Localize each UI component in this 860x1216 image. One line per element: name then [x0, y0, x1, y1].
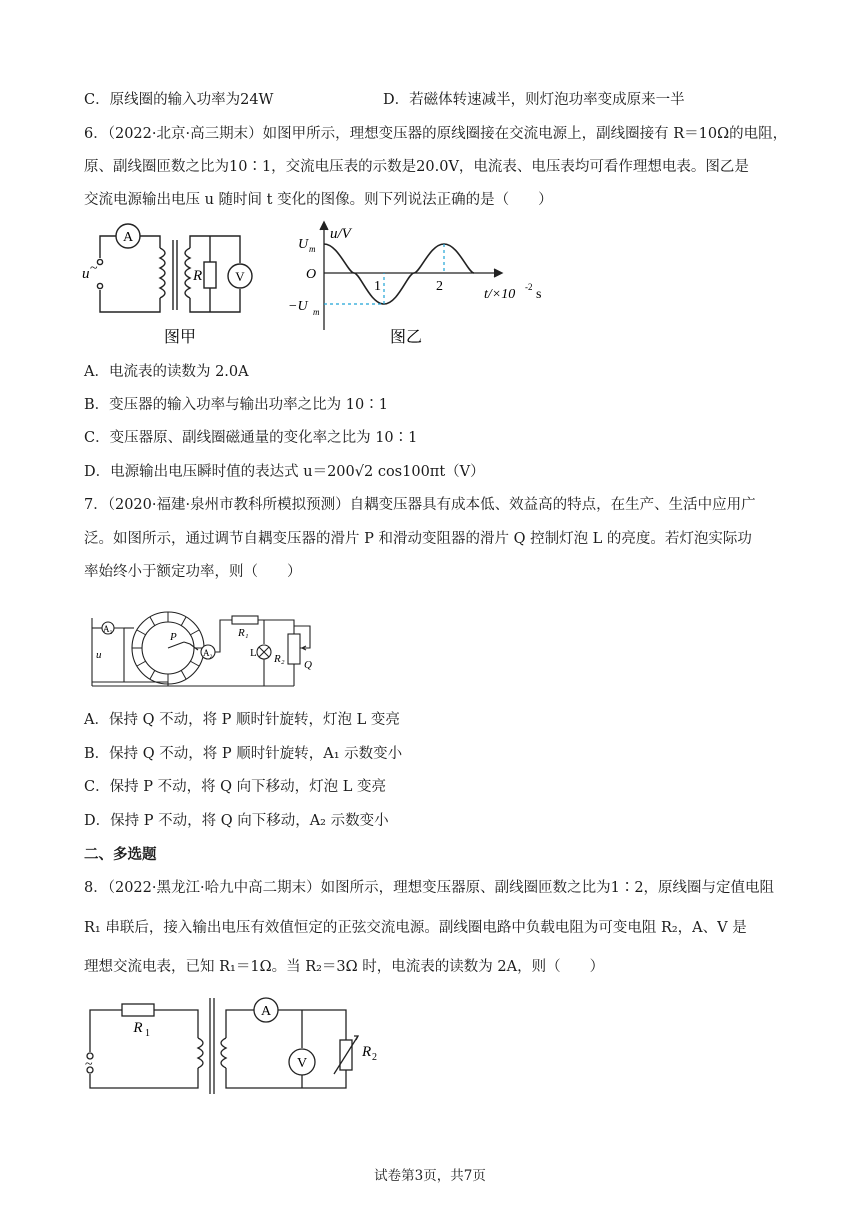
x-axis-label: t/×10 [484, 287, 516, 302]
r1-subscript: 1 [145, 1028, 150, 1039]
tick-1-label: 1 [374, 279, 381, 294]
q8-stem-line-1: 8．（2022·黑龙江·哈九中高二期末）如图所示，理想变压器原、副线圈匝数之比为1∶2，原线圈与定值电阻 [84, 880, 775, 896]
neg-um-subscript: m [313, 307, 320, 317]
q7-option-b: B．保持 Q 不动，将 P 顺时针旋转，A₁ 示数变小 [84, 746, 403, 762]
r1-label: R [133, 1020, 143, 1036]
q6-waveform-figure-b [286, 218, 566, 348]
origin-label: O [306, 267, 317, 282]
q6-stem-line-1: 6．（2022·北京·高三期末）如图甲所示，理想变压器的原线圈接在交流电源上，副线圈接有 R＝10Ω的电阻， [84, 126, 788, 142]
tick-2-label: 2 [436, 279, 443, 294]
um-subscript: m [309, 244, 316, 254]
q7-stem-line-3: 率始终小于额定功率，则（ ） [84, 564, 302, 580]
figure-b-caption: 图乙 [389, 329, 423, 346]
um-label: U [298, 237, 309, 252]
q5-option-d: D．若磁体转速减半，则灯泡功率变成原来一半 [383, 92, 685, 108]
ac-tilde: ~ [90, 261, 98, 276]
q5-option-c: C．原线圈的输入功率为24W [84, 92, 274, 108]
q8-stem-line-2: R₁ 串联后，接入输出电压有效值恒定的正弦交流电源。副线圈电路中负载电阻为可变电阻 R₂，A、V 是 [84, 920, 747, 936]
q6-option-a: A．电流表的读数为 2.0A [84, 364, 249, 380]
q6-option-b: B．变压器的输入功率与输出功率之比为 10∶1 [84, 397, 388, 413]
ac-source-tilde: ~ [85, 1057, 93, 1072]
resistor-label: R [193, 268, 203, 284]
q7-option-c: C．保持 P 不动，将 Q 向下移动，灯泡 L 变亮 [84, 779, 387, 795]
page-footer: 试卷第3页，共7页 [374, 1168, 486, 1184]
q8-circuit-figure [84, 990, 384, 1100]
r2-label: R₂ [274, 653, 285, 665]
source-label: u [82, 266, 90, 282]
x-axis-unit: s [536, 287, 542, 302]
a2-label: A₂ [203, 648, 213, 658]
q6-circuit-figure-a [80, 218, 280, 348]
y-axis-label: u/V [330, 226, 351, 242]
neg-um-label: −U [288, 299, 308, 314]
section-heading: 二、多选题 [84, 846, 157, 863]
ammeter-label: A [122, 230, 134, 245]
q7-option-a: A．保持 Q 不动，将 P 顺时针旋转，灯泡 L 变亮 [84, 712, 400, 728]
q-label: Q [304, 659, 312, 671]
q8-stem-line-3: 理想交流电表，已知 R₁＝1Ω。当 R₂＝3Ω 时，电流表的读数为 2A，则（ ） [84, 959, 605, 975]
q7-stem-line-2: 泛。如图所示，通过调节自耦变压器的滑片 P 和滑动变阻器的滑片 Q 控制灯泡 L 的亮度。若灯泡实际功 [84, 531, 752, 547]
q6-option-c: C．变压器原、副线圈磁通量的变化率之比为 10∶1 [84, 430, 418, 446]
voltmeter-label: V [296, 1056, 308, 1071]
r1-label: R₁ [238, 627, 249, 639]
ammeter-label: A [260, 1004, 272, 1019]
q6-stem-line-3: 交流电源输出电压 u 随时间 t 变化的图像。则下列说法正确的是（ ） [84, 192, 553, 208]
r2-subscript: 2 [372, 1052, 377, 1063]
p-label: P [170, 631, 177, 643]
a1-label: A₁ [103, 624, 113, 634]
figure-a-caption: 图甲 [163, 329, 197, 346]
lamp-label: L [250, 647, 257, 659]
x-axis-exponent: -2 [525, 282, 533, 292]
q7-option-d: D．保持 P 不动，将 Q 向下移动，A₂ 示数变小 [84, 813, 389, 829]
r2-label: R [362, 1044, 372, 1060]
q7-stem-line-1: 7．（2020·福建·泉州市教科所模拟预测）自耦变压器具有成本低、效益高的特点，在生产、生活中应用广 [84, 497, 756, 513]
q6-option-d: D．电源输出电压瞬时值的表达式 u＝200√2 cos100πt（V） [84, 464, 485, 480]
q6-stem-line-2: 原、副线圈匝数之比为10∶1，交流电压表的示数是20.0V，电流表、电压表均可看作理想电表。图乙是 [84, 159, 749, 175]
voltmeter-label: V [235, 269, 245, 284]
u-label: u [96, 649, 102, 661]
q7-autotransformer-figure [88, 600, 328, 696]
